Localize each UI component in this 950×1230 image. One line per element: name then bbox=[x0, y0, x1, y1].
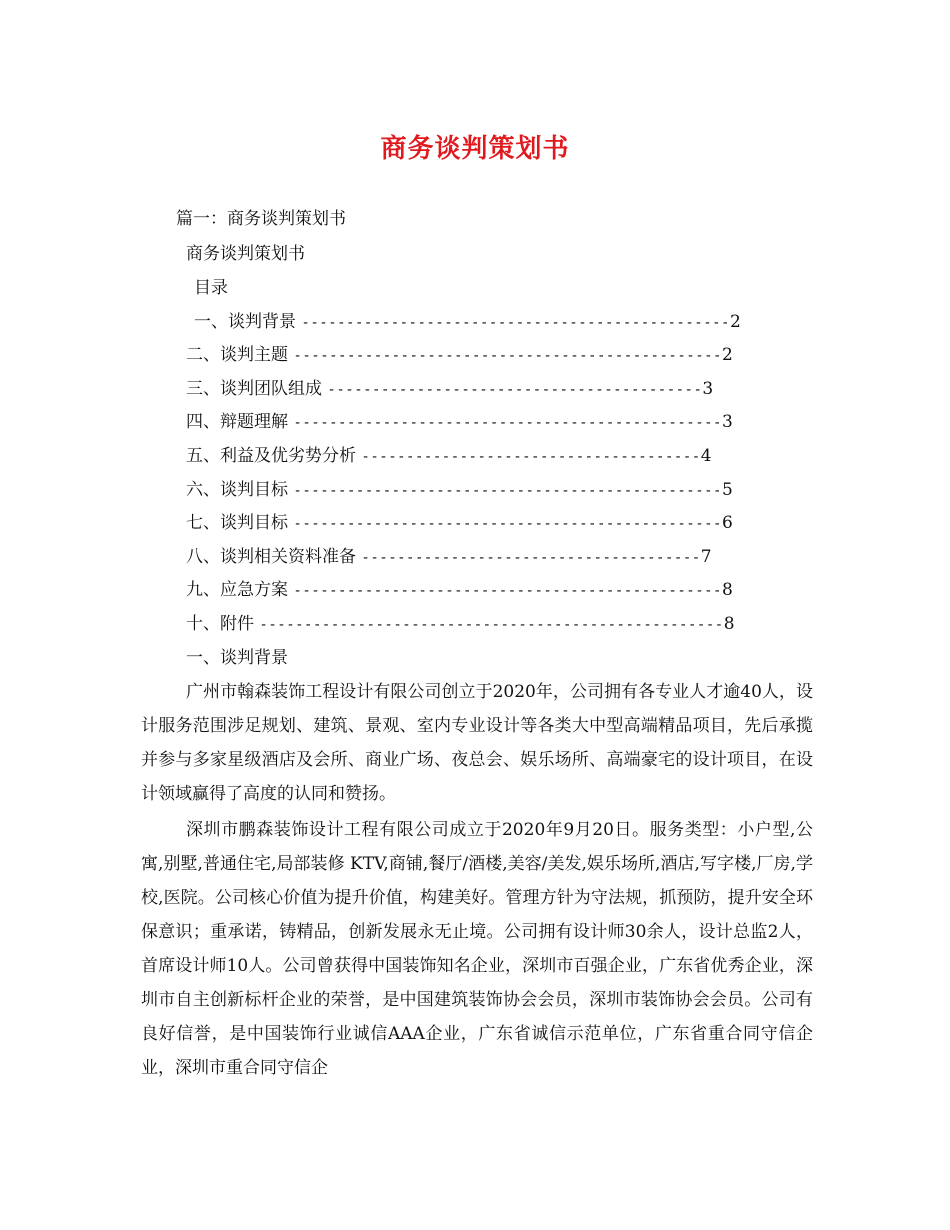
toc-entry-leader: ------------------------------------------ bbox=[327, 382, 703, 398]
toc-entry bbox=[186, 344, 733, 367]
toc-entry bbox=[186, 378, 713, 401]
toc-entry-page: 2 bbox=[721, 345, 733, 365]
toc-entry-label: 一、谈判背景 bbox=[194, 312, 296, 332]
chapter-heading: 篇一：商务谈判策划书 bbox=[176, 209, 346, 229]
toc-entry-label: 七、谈判目标 bbox=[186, 513, 288, 533]
toc-entry-page: 2 bbox=[729, 312, 741, 332]
toc-entry-leader: ------------------------------------------------ bbox=[293, 583, 722, 599]
toc-entry-leader: ------------------------------------------------ bbox=[293, 516, 722, 532]
section-heading: 一、谈判背景 bbox=[186, 648, 288, 668]
toc-entry-label: 九、应急方案 bbox=[186, 580, 288, 600]
toc-entry-label: 四、辩题理解 bbox=[186, 412, 288, 432]
toc-entry-leader: -------------------------------------- bbox=[361, 449, 701, 465]
toc-entry-label: 六、谈判目标 bbox=[186, 480, 288, 500]
toc-entry-leader: -------------------------------------- bbox=[361, 550, 701, 566]
toc-entry bbox=[186, 512, 733, 535]
toc-entry-page: 7 bbox=[700, 547, 712, 567]
toc-entry bbox=[186, 411, 733, 434]
body-paragraph: 广州市翰森装饰工程设计有限公司创立于2020年，公司拥有各专业人才逾40人，设计服务范围涉足规划、建筑、景观、室内专业设计等各类大中型高端精品项目，先后承揽并参与多家星级酒店及会所、商业广场、夜总会、娱乐场所、高端豪宅的设计项目，在设计领域赢得了高度的认同和赞扬。 bbox=[141, 682, 813, 804]
toc-entry-page: 5 bbox=[721, 480, 733, 500]
toc-entry-page: 3 bbox=[702, 379, 714, 399]
toc-entry-leader: ------------------------------------------------ bbox=[293, 415, 722, 431]
document-title: 商务谈判策划书 bbox=[380, 134, 570, 164]
toc-entry bbox=[186, 445, 712, 468]
toc-entry bbox=[186, 579, 733, 602]
toc-entry-page: 8 bbox=[723, 614, 735, 634]
toc-entry-page: 6 bbox=[721, 513, 733, 533]
toc-entry-label: 五、利益及优劣势分析 bbox=[186, 446, 356, 466]
toc-entry bbox=[186, 546, 712, 569]
body-paragraph: 深圳市鹏森装饰设计工程有限公司成立于2020年9月20日。服务类型：小户型,公寓,别墅,普通住宅,局部装修 KTV,商铺,餐厅/酒楼,美容/美发,娱乐场所,酒店,写字楼,厂房,学校,医院。公司核心价值为提升价值，构建美好。管理方针为守法规，抓预防，提升安全环保意识；重承诺，铸精品，创新发展永无止境。公司拥有设计师30余人，设计总监2人，首席设计师10人。公司曾获得中国装饰知名企业，深圳市百强企业，广东省优秀企业，深圳市自主创新标杆企业的荣誉，是中国建筑装饰协会会员，深圳市装饰协会会员。公司有良好信誉，是中国装饰行业诚信AAA企业，广东省诚信示范单位，广东省重合同守信企业，深圳市重合同守信企 bbox=[141, 820, 813, 1078]
toc-entry-leader: ------------------------------------------------ bbox=[301, 315, 730, 331]
sub-heading: 商务谈判策划书 bbox=[186, 244, 305, 264]
toc-entry-leader: ------------------------------------------------ bbox=[293, 348, 722, 364]
toc-entry-leader: ---------------------------------------------------- bbox=[259, 617, 724, 633]
toc-entry-page: 8 bbox=[721, 580, 733, 600]
toc-heading: 目录 bbox=[194, 278, 228, 298]
toc-entry bbox=[186, 613, 735, 636]
toc-entry-label: 十、附件 bbox=[186, 614, 254, 634]
toc-entry-label: 八、谈判相关资料准备 bbox=[186, 547, 356, 567]
toc-entry-leader: ------------------------------------------------ bbox=[293, 483, 722, 499]
toc-entry-page: 4 bbox=[700, 446, 712, 466]
toc-entry-page: 3 bbox=[721, 412, 733, 432]
toc-entry bbox=[186, 479, 733, 502]
toc-entry-label: 三、谈判团队组成 bbox=[186, 379, 322, 399]
toc-entry bbox=[194, 311, 741, 334]
toc-entry-label: 二、谈判主题 bbox=[186, 345, 288, 365]
